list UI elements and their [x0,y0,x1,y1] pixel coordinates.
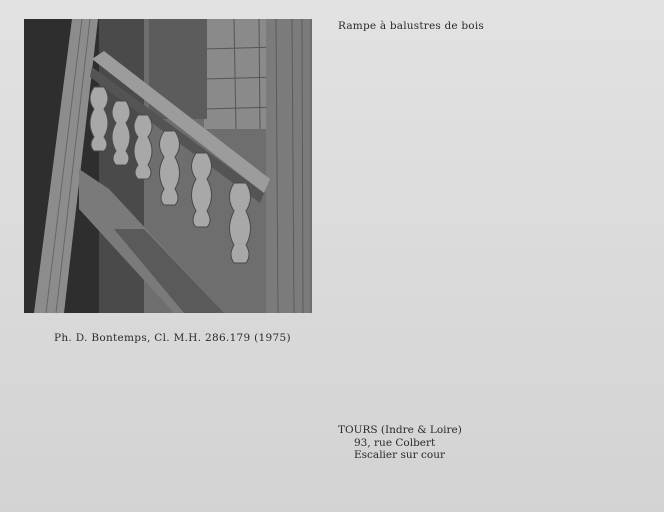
photo-caption: Rampe à balustres de bois [338,20,484,32]
baluster-staircase-image [24,19,312,313]
photo-credit: Ph. D. Bontemps, Cl. M.H. 286.179 (1975) [54,332,291,344]
location-block [338,424,462,462]
location-city: TOURS (Indre & Loire) [338,424,462,436]
location-description: Escalier sur cour [354,449,445,461]
location-address: 93, rue Colbert [354,436,436,449]
staircase-photo [24,19,312,313]
